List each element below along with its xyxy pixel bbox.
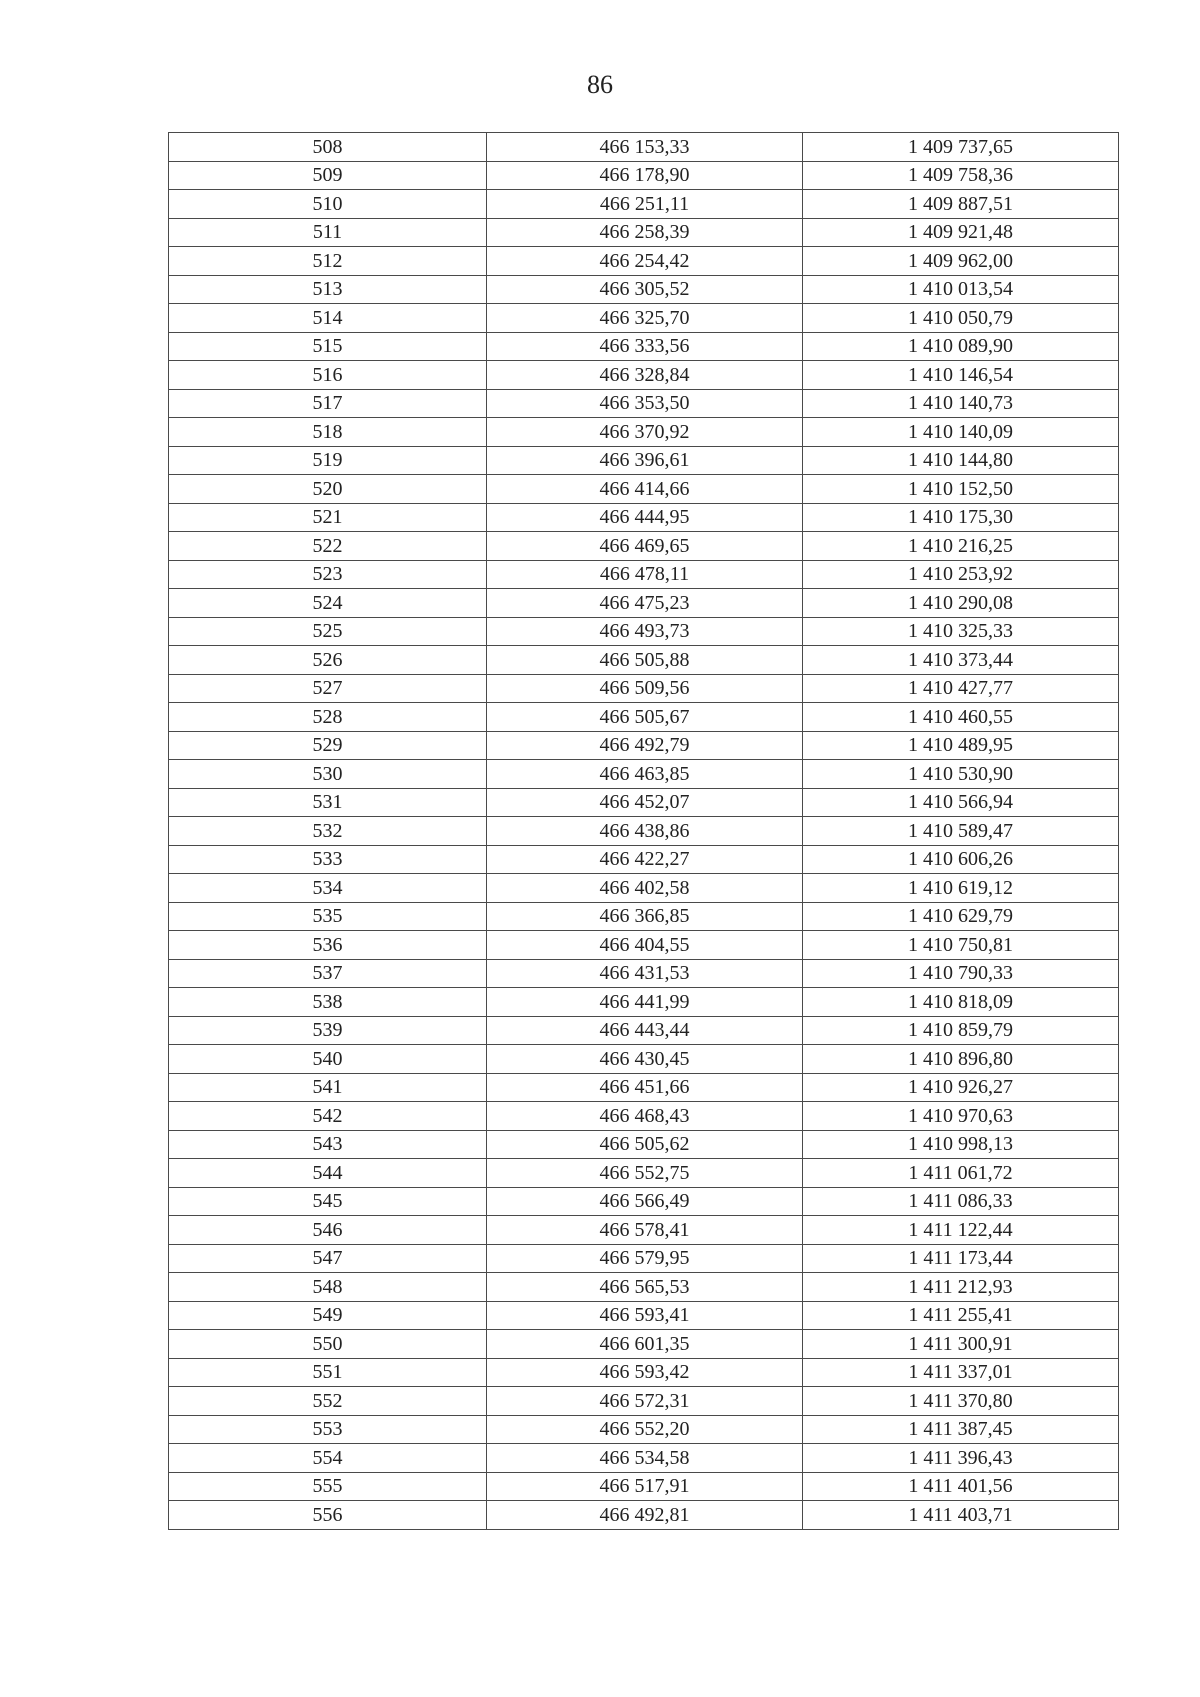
table-row — [169, 1102, 1119, 1131]
point-number-cell: 508 — [169, 133, 487, 162]
y-coordinate-cell: 1 410 750,81 — [803, 931, 1119, 960]
point-number-cell: 550 — [169, 1330, 487, 1359]
x-coordinate-cell: 466 517,91 — [487, 1472, 803, 1501]
x-coordinate-cell: 466 463,85 — [487, 760, 803, 789]
x-coordinate-cell: 466 353,50 — [487, 389, 803, 418]
y-coordinate-cell: 1 410 970,63 — [803, 1102, 1119, 1131]
x-coordinate-cell: 466 593,41 — [487, 1301, 803, 1330]
table-row — [169, 1472, 1119, 1501]
y-coordinate-cell: 1 411 061,72 — [803, 1159, 1119, 1188]
point-number-cell: 542 — [169, 1102, 487, 1131]
point-number-cell: 548 — [169, 1273, 487, 1302]
point-number-cell: 543 — [169, 1130, 487, 1159]
x-coordinate-cell: 466 254,42 — [487, 247, 803, 276]
x-coordinate-cell: 466 366,85 — [487, 902, 803, 931]
y-coordinate-cell: 1 409 887,51 — [803, 190, 1119, 219]
x-coordinate-cell: 466 468,43 — [487, 1102, 803, 1131]
x-coordinate-cell: 466 579,95 — [487, 1244, 803, 1273]
x-coordinate-cell: 466 475,23 — [487, 589, 803, 618]
point-number-cell: 510 — [169, 190, 487, 219]
x-coordinate-cell: 466 492,81 — [487, 1501, 803, 1530]
y-coordinate-cell: 1 410 998,13 — [803, 1130, 1119, 1159]
x-coordinate-cell: 466 469,65 — [487, 532, 803, 561]
table-row — [169, 361, 1119, 390]
y-coordinate-cell: 1 410 144,80 — [803, 446, 1119, 475]
y-coordinate-cell: 1 409 737,65 — [803, 133, 1119, 162]
point-number-cell: 546 — [169, 1216, 487, 1245]
table-row — [169, 845, 1119, 874]
y-coordinate-cell: 1 410 089,90 — [803, 332, 1119, 361]
point-number-cell: 534 — [169, 874, 487, 903]
table-row — [169, 1045, 1119, 1074]
table-row — [169, 1159, 1119, 1188]
table-row — [169, 674, 1119, 703]
x-coordinate-cell: 466 505,88 — [487, 646, 803, 675]
y-coordinate-cell: 1 411 173,44 — [803, 1244, 1119, 1273]
point-number-cell: 549 — [169, 1301, 487, 1330]
y-coordinate-cell: 1 411 086,33 — [803, 1187, 1119, 1216]
y-coordinate-cell: 1 409 962,00 — [803, 247, 1119, 276]
y-coordinate-cell: 1 411 212,93 — [803, 1273, 1119, 1302]
table-row — [169, 133, 1119, 162]
point-number-cell: 515 — [169, 332, 487, 361]
y-coordinate-cell: 1 410 140,09 — [803, 418, 1119, 447]
table-row — [169, 646, 1119, 675]
y-coordinate-cell: 1 410 818,09 — [803, 988, 1119, 1017]
page-number: 86 — [587, 70, 613, 99]
y-coordinate-cell: 1 410 489,95 — [803, 731, 1119, 760]
point-number-cell: 522 — [169, 532, 487, 561]
table-row — [169, 931, 1119, 960]
table-row — [169, 161, 1119, 190]
table-row — [169, 418, 1119, 447]
point-number-cell: 556 — [169, 1501, 487, 1530]
x-coordinate-cell: 466 552,75 — [487, 1159, 803, 1188]
table-row — [169, 475, 1119, 504]
x-coordinate-cell: 466 305,52 — [487, 275, 803, 304]
x-coordinate-cell: 466 444,95 — [487, 503, 803, 532]
point-number-cell: 523 — [169, 560, 487, 589]
x-coordinate-cell: 466 451,66 — [487, 1073, 803, 1102]
point-number-cell: 519 — [169, 446, 487, 475]
point-number-cell: 528 — [169, 703, 487, 732]
coordinates-table — [168, 132, 1119, 1530]
y-coordinate-cell: 1 410 325,33 — [803, 617, 1119, 646]
y-coordinate-cell: 1 410 859,79 — [803, 1016, 1119, 1045]
table-row — [169, 1301, 1119, 1330]
y-coordinate-cell: 1 411 401,56 — [803, 1472, 1119, 1501]
y-coordinate-cell: 1 410 216,25 — [803, 532, 1119, 561]
y-coordinate-cell: 1 410 140,73 — [803, 389, 1119, 418]
x-coordinate-cell: 466 370,92 — [487, 418, 803, 447]
y-coordinate-cell: 1 410 530,90 — [803, 760, 1119, 789]
point-number-cell: 525 — [169, 617, 487, 646]
table-row — [169, 1016, 1119, 1045]
x-coordinate-cell: 466 505,67 — [487, 703, 803, 732]
point-number-cell: 509 — [169, 161, 487, 190]
x-coordinate-cell: 466 505,62 — [487, 1130, 803, 1159]
point-number-cell: 511 — [169, 218, 487, 247]
point-number-cell: 555 — [169, 1472, 487, 1501]
y-coordinate-cell: 1 411 396,43 — [803, 1444, 1119, 1473]
x-coordinate-cell: 466 402,58 — [487, 874, 803, 903]
point-number-cell: 553 — [169, 1415, 487, 1444]
point-number-cell: 538 — [169, 988, 487, 1017]
x-coordinate-cell: 466 404,55 — [487, 931, 803, 960]
table-row — [169, 617, 1119, 646]
point-number-cell: 513 — [169, 275, 487, 304]
y-coordinate-cell: 1 411 122,44 — [803, 1216, 1119, 1245]
point-number-cell: 544 — [169, 1159, 487, 1188]
x-coordinate-cell: 466 396,61 — [487, 446, 803, 475]
x-coordinate-cell: 466 601,35 — [487, 1330, 803, 1359]
y-coordinate-cell: 1 410 146,54 — [803, 361, 1119, 390]
point-number-cell: 526 — [169, 646, 487, 675]
table-row — [169, 218, 1119, 247]
table-row — [169, 589, 1119, 618]
y-coordinate-cell: 1 410 896,80 — [803, 1045, 1119, 1074]
point-number-cell: 520 — [169, 475, 487, 504]
table-row — [169, 1244, 1119, 1273]
point-number-cell: 539 — [169, 1016, 487, 1045]
y-coordinate-cell: 1 410 253,92 — [803, 560, 1119, 589]
y-coordinate-cell: 1 410 790,33 — [803, 959, 1119, 988]
y-coordinate-cell: 1 410 926,27 — [803, 1073, 1119, 1102]
x-coordinate-cell: 466 422,27 — [487, 845, 803, 874]
point-number-cell: 547 — [169, 1244, 487, 1273]
table-row — [169, 446, 1119, 475]
x-coordinate-cell: 466 333,56 — [487, 332, 803, 361]
point-number-cell: 545 — [169, 1187, 487, 1216]
point-number-cell: 533 — [169, 845, 487, 874]
table-row — [169, 275, 1119, 304]
y-coordinate-cell: 1 410 152,50 — [803, 475, 1119, 504]
x-coordinate-cell: 466 325,70 — [487, 304, 803, 333]
point-number-cell: 552 — [169, 1387, 487, 1416]
x-coordinate-cell: 466 251,11 — [487, 190, 803, 219]
x-coordinate-cell: 466 258,39 — [487, 218, 803, 247]
x-coordinate-cell: 466 452,07 — [487, 788, 803, 817]
table-row — [169, 503, 1119, 532]
y-coordinate-cell: 1 410 290,08 — [803, 589, 1119, 618]
table-row — [169, 1216, 1119, 1245]
x-coordinate-cell: 466 509,56 — [487, 674, 803, 703]
table-row — [169, 389, 1119, 418]
x-coordinate-cell: 466 178,90 — [487, 161, 803, 190]
y-coordinate-cell: 1 410 589,47 — [803, 817, 1119, 846]
y-coordinate-cell: 1 411 255,41 — [803, 1301, 1119, 1330]
table-row — [169, 874, 1119, 903]
table-row — [169, 247, 1119, 276]
y-coordinate-cell: 1 410 629,79 — [803, 902, 1119, 931]
x-coordinate-cell: 466 572,31 — [487, 1387, 803, 1416]
y-coordinate-cell: 1 410 427,77 — [803, 674, 1119, 703]
table-row — [169, 1330, 1119, 1359]
point-number-cell: 532 — [169, 817, 487, 846]
table-row — [169, 817, 1119, 846]
y-coordinate-cell: 1 411 300,91 — [803, 1330, 1119, 1359]
table-row — [169, 560, 1119, 589]
point-number-cell: 530 — [169, 760, 487, 789]
y-coordinate-cell: 1 410 373,44 — [803, 646, 1119, 675]
table-row — [169, 988, 1119, 1017]
y-coordinate-cell: 1 410 566,94 — [803, 788, 1119, 817]
point-number-cell: 551 — [169, 1358, 487, 1387]
table-row — [169, 760, 1119, 789]
table-row — [169, 1415, 1119, 1444]
x-coordinate-cell: 466 441,99 — [487, 988, 803, 1017]
point-number-cell: 537 — [169, 959, 487, 988]
table-row — [169, 1501, 1119, 1530]
table-row — [169, 532, 1119, 561]
table-row — [169, 1130, 1119, 1159]
y-coordinate-cell: 1 410 606,26 — [803, 845, 1119, 874]
table-row — [169, 1073, 1119, 1102]
point-number-cell: 531 — [169, 788, 487, 817]
point-number-cell: 554 — [169, 1444, 487, 1473]
point-number-cell: 535 — [169, 902, 487, 931]
x-coordinate-cell: 466 552,20 — [487, 1415, 803, 1444]
y-coordinate-cell: 1 410 175,30 — [803, 503, 1119, 532]
y-coordinate-cell: 1 410 460,55 — [803, 703, 1119, 732]
x-coordinate-cell: 466 438,86 — [487, 817, 803, 846]
x-coordinate-cell: 466 565,53 — [487, 1273, 803, 1302]
x-coordinate-cell: 466 534,58 — [487, 1444, 803, 1473]
x-coordinate-cell: 466 430,45 — [487, 1045, 803, 1074]
table-row — [169, 1444, 1119, 1473]
y-coordinate-cell: 1 410 013,54 — [803, 275, 1119, 304]
y-coordinate-cell: 1 411 387,45 — [803, 1415, 1119, 1444]
x-coordinate-cell: 466 431,53 — [487, 959, 803, 988]
point-number-cell: 529 — [169, 731, 487, 760]
point-number-cell: 512 — [169, 247, 487, 276]
table-row — [169, 703, 1119, 732]
table-row — [169, 1387, 1119, 1416]
table-row — [169, 1273, 1119, 1302]
x-coordinate-cell: 466 328,84 — [487, 361, 803, 390]
y-coordinate-cell: 1 411 337,01 — [803, 1358, 1119, 1387]
table-row — [169, 731, 1119, 760]
x-coordinate-cell: 466 478,11 — [487, 560, 803, 589]
x-coordinate-cell: 466 153,33 — [487, 133, 803, 162]
x-coordinate-cell: 466 593,42 — [487, 1358, 803, 1387]
x-coordinate-cell: 466 493,73 — [487, 617, 803, 646]
point-number-cell: 514 — [169, 304, 487, 333]
point-number-cell: 536 — [169, 931, 487, 960]
table-row — [169, 304, 1119, 333]
x-coordinate-cell: 466 414,66 — [487, 475, 803, 504]
point-number-cell: 521 — [169, 503, 487, 532]
y-coordinate-cell: 1 411 370,80 — [803, 1387, 1119, 1416]
y-coordinate-cell: 1 409 758,36 — [803, 161, 1119, 190]
coordinates-table-body — [169, 133, 1119, 1530]
y-coordinate-cell: 1 410 619,12 — [803, 874, 1119, 903]
table-row — [169, 1358, 1119, 1387]
y-coordinate-cell: 1 411 403,71 — [803, 1501, 1119, 1530]
table-row — [169, 190, 1119, 219]
x-coordinate-cell: 466 566,49 — [487, 1187, 803, 1216]
point-number-cell: 541 — [169, 1073, 487, 1102]
point-number-cell: 517 — [169, 389, 487, 418]
table-row — [169, 332, 1119, 361]
point-number-cell: 524 — [169, 589, 487, 618]
point-number-cell: 518 — [169, 418, 487, 447]
table-row — [169, 1187, 1119, 1216]
table-row — [169, 788, 1119, 817]
point-number-cell: 516 — [169, 361, 487, 390]
x-coordinate-cell: 466 443,44 — [487, 1016, 803, 1045]
x-coordinate-cell: 466 578,41 — [487, 1216, 803, 1245]
point-number-cell: 527 — [169, 674, 487, 703]
table-row — [169, 959, 1119, 988]
x-coordinate-cell: 466 492,79 — [487, 731, 803, 760]
point-number-cell: 540 — [169, 1045, 487, 1074]
y-coordinate-cell: 1 410 050,79 — [803, 304, 1119, 333]
y-coordinate-cell: 1 409 921,48 — [803, 218, 1119, 247]
table-row — [169, 902, 1119, 931]
